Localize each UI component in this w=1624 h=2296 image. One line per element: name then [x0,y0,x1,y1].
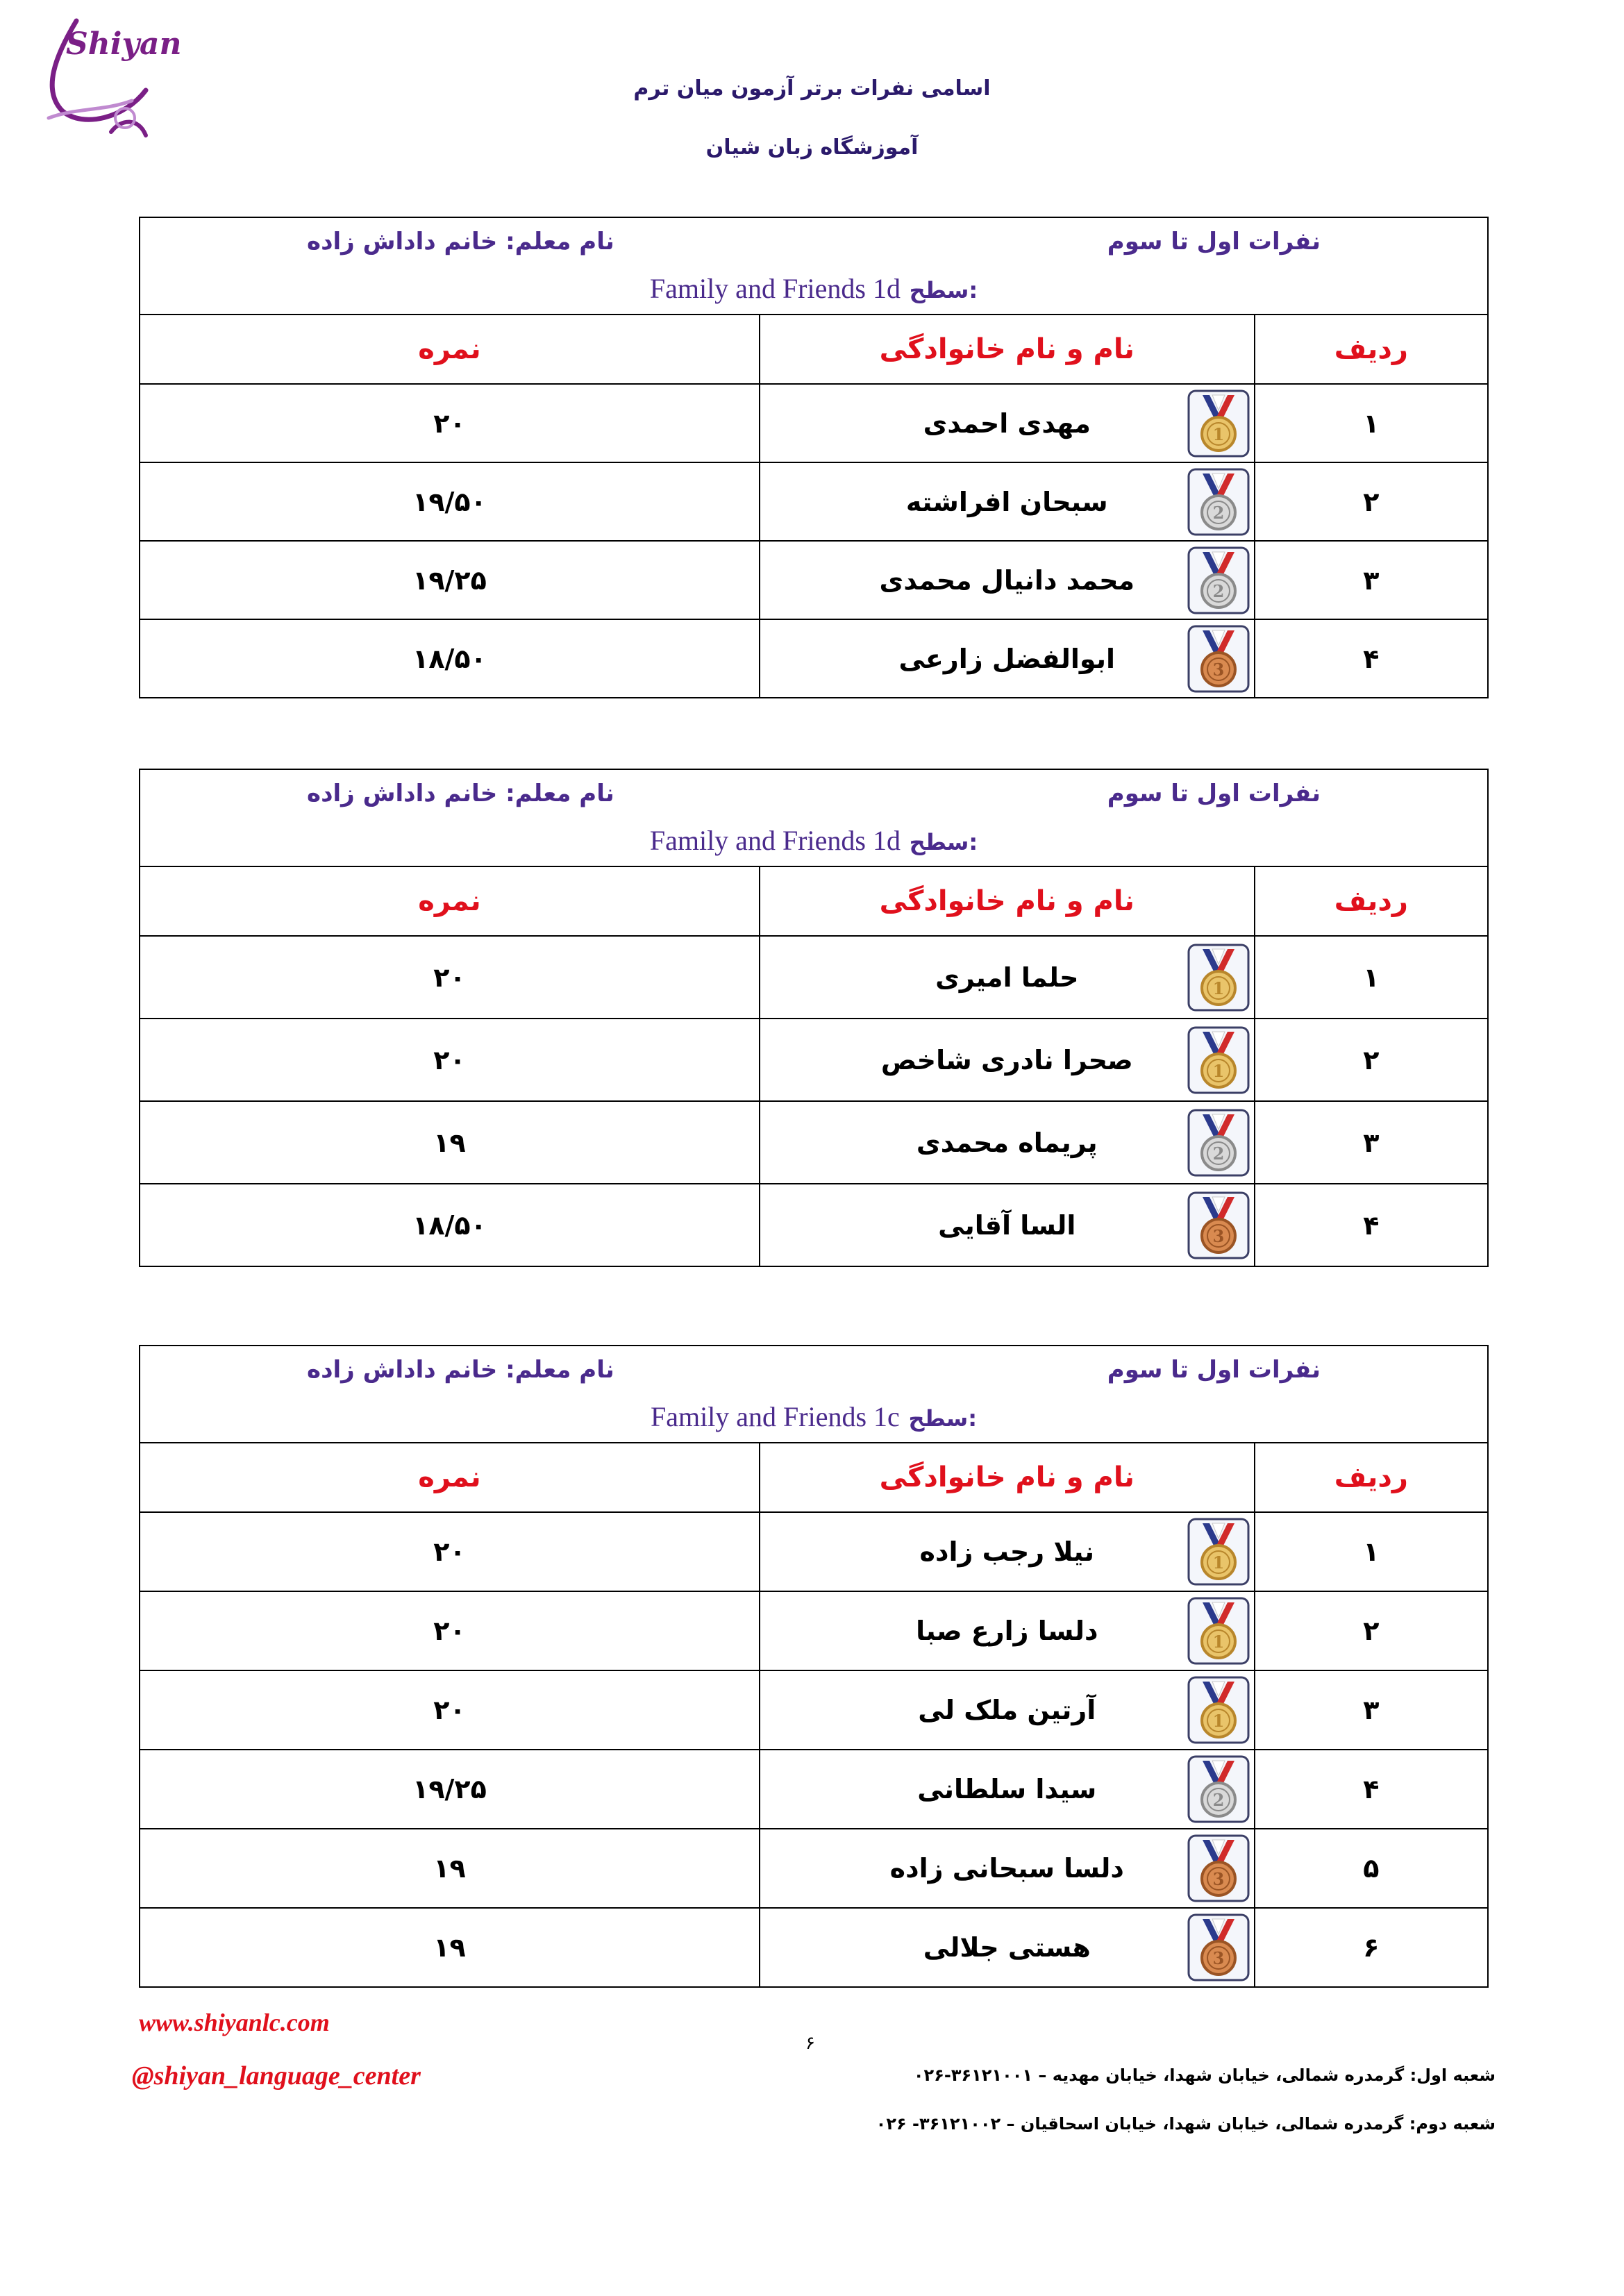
level-value: Family and Friends 1d [649,273,901,304]
table-row [140,1512,1488,1591]
student-name: حلما امیری [935,962,1079,993]
svg-text:3: 3 [1212,1869,1224,1889]
score-cell: ۲۰ [140,1670,760,1750]
svg-text:2: 2 [1212,502,1224,523]
gold-medal-icon [1187,1518,1250,1586]
student-name: السا آقایی [938,1209,1076,1241]
level-label: سطح: [909,829,978,855]
header-index: ردیف [1255,866,1488,936]
results-table-3 [139,1345,1489,1988]
name-cell [760,541,1255,619]
branch-address-1: شعبه اول: گرمدره شمالی، خیابان شهدا، خیابان مهدیه – ۳۶۱۲۱۰۰۱-۰۲۶ [913,2065,1496,2085]
score-cell: ۱۹/۵۰ [140,462,760,541]
student-name: هستی جلالی [923,1932,1091,1963]
student-name: مهدی احمدی [923,408,1091,439]
table-row [140,1591,1488,1670]
index-cell: ۱ [1255,384,1488,462]
header-index: ردیف [1255,1443,1488,1512]
index-cell: ۳ [1255,1670,1488,1750]
table-row [140,619,1488,698]
table-row [140,1750,1488,1829]
table-row [140,1101,1488,1184]
level-value: Family and Friends 1d [649,825,901,856]
level-line [140,824,1487,857]
name-cell [760,384,1255,462]
bronze-medal-icon [1187,1191,1250,1259]
score-cell: ۱۹ [140,1101,760,1184]
teacher-label: نام معلم: خانم داداش زاده [307,780,614,807]
gold-medal-icon [1187,1597,1250,1665]
silver-medal-icon [1187,1109,1250,1177]
table-row [140,1908,1488,1987]
header-name: نام و نام خانوادگی [760,315,1255,384]
results-table [139,866,1489,1267]
header-score: نمره [140,1443,760,1512]
student-name: سبحان افراشته [905,486,1108,517]
name-cell [760,1101,1255,1184]
table-info [139,769,1489,866]
level-line [140,1400,1487,1433]
name-cell [760,1750,1255,1829]
score-cell: ۱۹/۲۵ [140,1750,760,1829]
results-table-1 [139,217,1489,698]
table-row [140,1829,1488,1908]
silver-medal-icon [1187,546,1250,614]
score-cell: ۱۹ [140,1908,760,1987]
svg-text:1: 1 [1212,1632,1224,1652]
index-cell: ۴ [1255,619,1488,698]
student-name: ابوالفضل زارعی [898,643,1116,674]
student-name: صحرا نادری شاخص [880,1044,1133,1075]
name-cell [760,619,1255,698]
score-cell: ۲۰ [140,384,760,462]
score-cell: ۲۰ [140,1512,760,1591]
svg-text:1: 1 [1212,1552,1224,1573]
gold-medal-icon [1187,1676,1250,1744]
student-name: دلسا زارع صبا [916,1616,1098,1646]
svg-text:1: 1 [1212,1060,1224,1081]
svg-text:3: 3 [1212,1948,1224,1968]
level-value: Family and Friends 1c [650,1401,900,1432]
index-cell: ۱ [1255,1512,1488,1591]
teacher-label: نام معلم: خانم داداش زاده [307,228,614,255]
silver-medal-icon [1187,468,1250,536]
svg-text:1: 1 [1212,424,1224,444]
name-cell [760,1019,1255,1101]
name-cell [760,1670,1255,1750]
svg-text:1: 1 [1212,1711,1224,1731]
ranks-label: نفرات اول تا سوم [1107,780,1321,807]
score-cell: ۲۰ [140,1591,760,1670]
gold-medal-icon [1187,1026,1250,1094]
header-index: ردیف [1255,315,1488,384]
table-row [140,1019,1488,1101]
name-cell [760,1591,1255,1670]
index-cell: ۴ [1255,1750,1488,1829]
level-label: سطح: [908,1405,978,1432]
table-header-row [140,1443,1488,1512]
bronze-medal-icon [1187,1834,1250,1902]
svg-text:3: 3 [1212,659,1224,680]
level-label: سطح: [909,277,978,303]
score-cell: ۲۰ [140,1019,760,1101]
student-name: محمد دانیال محمدی [879,564,1135,596]
score-cell: ۲۰ [140,936,760,1019]
table-row [140,1184,1488,1266]
name-cell [760,1512,1255,1591]
table-row [140,541,1488,619]
score-cell: ۱۹/۲۵ [140,541,760,619]
website-link[interactable]: www.shiyanlc.com [139,2009,330,2036]
index-cell: ۶ [1255,1908,1488,1987]
level-line [140,272,1487,305]
svg-text:2: 2 [1212,1143,1224,1164]
header-score: نمره [140,315,760,384]
score-cell: ۱۸/۵۰ [140,1184,760,1266]
score-cell: ۱۹ [140,1829,760,1908]
score-cell: ۱۸/۵۰ [140,619,760,698]
student-name: نیلا رجب زاده [919,1536,1094,1567]
svg-text:2: 2 [1212,1790,1224,1810]
results-table-2 [139,769,1489,1267]
index-cell: ۲ [1255,1591,1488,1670]
bronze-medal-icon [1187,1913,1250,1981]
ranks-label: نفرات اول تا سوم [1107,228,1321,255]
name-cell [760,462,1255,541]
name-cell [760,1908,1255,1987]
student-name: آرتین ملک لی [918,1695,1096,1725]
page-title: اسامی نفرات برتر آزمون میان ترم [633,76,991,101]
header-name: نام و نام خانوادگی [760,866,1255,936]
index-cell: ۳ [1255,1101,1488,1184]
gold-medal-icon [1187,389,1250,458]
table-row [140,936,1488,1019]
name-cell [760,936,1255,1019]
index-cell: ۳ [1255,541,1488,619]
table-header-row [140,315,1488,384]
index-cell: ۴ [1255,1184,1488,1266]
table-info [139,217,1489,314]
table-header-row [140,866,1488,936]
page-number: ۶ [805,2033,815,2054]
student-name: سیدا سلطانی [917,1774,1097,1804]
header-name: نام و نام خانوادگی [760,1443,1255,1512]
ranks-label: نفرات اول تا سوم [1107,1356,1321,1384]
table-info [139,1345,1489,1442]
gold-medal-icon [1187,944,1250,1012]
index-cell: ۱ [1255,936,1488,1019]
page-subtitle: آموزشگاه زبان شیان [705,135,919,160]
teacher-label: نام معلم: خانم داداش زاده [307,1356,614,1384]
table-row [140,384,1488,462]
bronze-medal-icon [1187,625,1250,693]
results-table [139,1442,1489,1988]
table-row [140,462,1488,541]
student-name: پریماه محمدی [916,1127,1098,1158]
table-row [140,1670,1488,1750]
svg-text:3: 3 [1212,1225,1224,1246]
svg-text:2: 2 [1212,580,1224,601]
student-name: دلسا سبحانی زاده [889,1853,1124,1884]
name-cell [760,1184,1255,1266]
index-cell: ۲ [1255,462,1488,541]
index-cell: ۲ [1255,1019,1488,1101]
index-cell: ۵ [1255,1829,1488,1908]
logo-text: Shiyan [66,26,182,62]
name-cell [760,1829,1255,1908]
results-table [139,314,1489,698]
branch-address-2: شعبه دوم: گرمدره شمالی، خیابان شهدا، خیابان اسحاقیان – ۳۶۱۲۱۰۰۲- ۰۲۶ [876,2114,1496,2134]
header-score: نمره [140,866,760,936]
silver-medal-icon [1187,1755,1250,1823]
instagram-handle[interactable]: @shiyan_language_center [132,2061,421,2090]
svg-text:1: 1 [1212,978,1224,998]
